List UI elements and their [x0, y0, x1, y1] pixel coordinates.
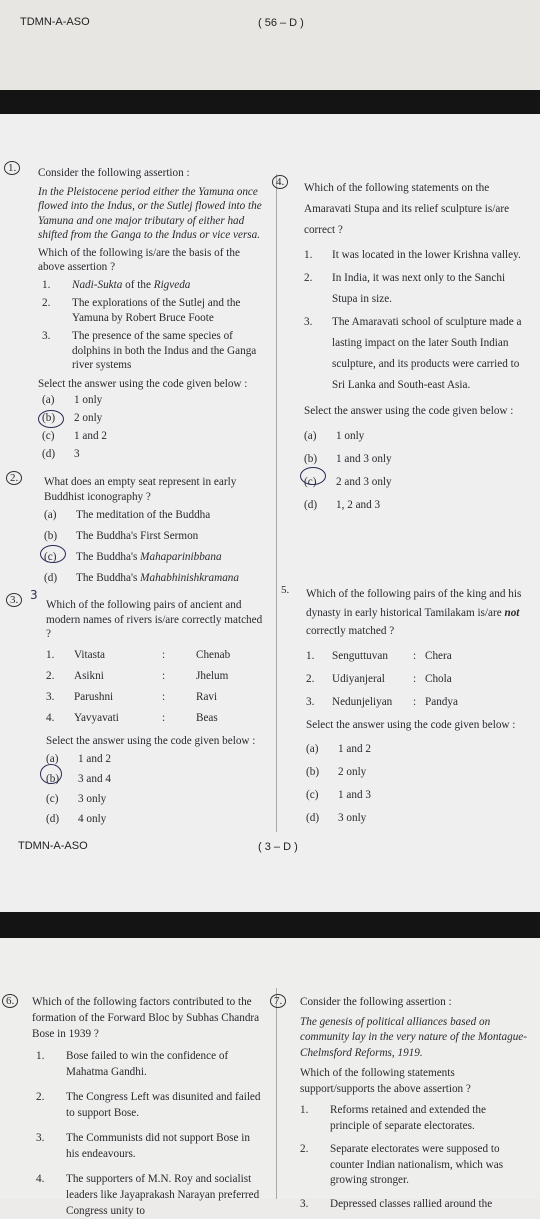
page-gap-band [0, 912, 540, 938]
q3-option-d[interactable]: (d) 4 only [46, 813, 107, 825]
q4-item-1: 1. It was located in the lower Krishna valley. [304, 249, 521, 261]
q5-pair-3: 3. Nedunjeliyan : Pandya [306, 695, 458, 708]
question-7-number: 7. [270, 994, 286, 1008]
q6-item-1: 1. Bose failed to win the confidence of Mahatma Gandhi. [36, 1050, 229, 1078]
q6-item-2: 2. The Congress Left was disunited and failed to support Bose. [36, 1091, 261, 1119]
q5-option-d[interactable]: (d) 3 only [306, 812, 367, 824]
top-page-number: ( 56 – D ) [258, 17, 304, 29]
question-7 [300, 995, 528, 1212]
q5-pair-1: 1. Senguttuvan : Chera [306, 649, 452, 662]
footer-page-code: TDMN-A-ASO [18, 840, 88, 852]
q5-option-a[interactable]: (a) 1 and 2 [306, 743, 371, 755]
q2-option-d[interactable]: (d) The Buddha's Mahabhinishkramana [44, 572, 239, 584]
q4-select: Select the answer using the code given below : [304, 405, 514, 417]
q1-select: Select the answer using the code given below : [38, 377, 248, 390]
q1-option-d[interactable]: (d) 3 [42, 448, 80, 460]
q2-option-b[interactable]: (b) The Buddha's First Sermon [44, 530, 199, 542]
question-3 [46, 598, 268, 832]
q1-item-2: 2. The explorations of the Sutlej and the Yamuna by Robert Bruce Foote [42, 297, 241, 324]
footer-page-number: ( 3 – D ) [258, 841, 298, 853]
q3-pair-2: 2. Asikni : Jhelum [46, 669, 229, 682]
question-5 [306, 585, 528, 832]
question-1-number: 1. [4, 161, 20, 175]
column-divider-next [276, 988, 277, 1199]
q5-select: Select the answer using the code given below : [306, 718, 516, 731]
q4-question: Which of the following statements on the Amaravati Stupa and its relief sculpture is/are correct ? [304, 182, 510, 236]
q7-item-1: 1. Reforms retained and extended the principle of separate electorates. [300, 1104, 486, 1132]
q4-item-3: 3. The Amaravati school of sculpture made a lasting impact on the later South Indian sculpture, and its products were carried to Sri Lanka and South-east Asia. [304, 316, 522, 391]
q3-select: Select the answer using the code given below : [46, 734, 256, 747]
q3-pair-3: 3. Parushni : Ravi [46, 690, 218, 703]
q7-question: Which of the following statements support/supports the above assertion ? [300, 1067, 471, 1095]
question-6-number: 6. [2, 994, 18, 1008]
q1-option-c[interactable]: (c) 1 and 2 [42, 430, 107, 442]
q4-option-d[interactable]: (d) 1, 2 and 3 [304, 499, 381, 511]
column-divider-bottom [276, 586, 277, 832]
q3-question: Which of the following pairs of ancient and modern names of rivers is/are correctly matched ? [46, 599, 263, 640]
q3-pair-1: 1. Vitasta : Chenab [46, 648, 231, 661]
page-gap-band [0, 90, 540, 114]
q3-handwritten-number: 3 [30, 588, 38, 602]
question-2-number: 2. [6, 471, 22, 485]
q2-option-c[interactable]: (c) The Buddha's Mahaparinibbana [44, 551, 222, 563]
q3-option-a[interactable]: (a) 1 and 2 [46, 753, 111, 765]
q3-option-c[interactable]: (c) 3 only [46, 793, 107, 805]
q4-option-b[interactable]: (b) 1 and 3 only [304, 453, 392, 465]
question-2 [44, 475, 268, 592]
question-4 [304, 178, 526, 518]
q1-item-1: 1. Nadi-Sukta of the Rigveda [42, 278, 191, 291]
question-3-number: 3. [6, 593, 22, 607]
q2-option-a[interactable]: (a) The meditation of the Buddha [44, 509, 211, 521]
q5-option-c[interactable]: (c) 1 and 3 [306, 789, 371, 801]
q5-option-b[interactable]: (b) 2 only [306, 766, 367, 778]
next-page-fragment [0, 938, 540, 1217]
q7-assertion: The genesis of political alliances based on community lay in the very nature of the Montague-Chelmsford Reforms, 1919. [300, 1015, 527, 1059]
q1-option-a[interactable]: (a) 1 only [42, 394, 103, 406]
q4-option-a[interactable]: (a) 1 only [304, 430, 365, 442]
q6-item-4: 4. The supporters of M.N. Roy and socialist leaders like Jayaprakash Narayan preferred Congress unity to [36, 1173, 260, 1217]
q3-pair-4: 4. Yavyavati : Beas [46, 711, 218, 724]
previous-page-fragment [0, 0, 540, 90]
question-5-number: 5. [281, 584, 290, 596]
q5-question: Which of the following pairs of the king and his dynasty in early historical Tamilakam is/are not correctly matched ? [306, 588, 522, 637]
q6-question: Which of the following factors contributed to the formation of the Forward Bloc by Subhas Chandra Bose in 1939 ? [32, 996, 260, 1040]
exam-page-3 [0, 114, 540, 912]
q1-intro: Consider the following assertion : [38, 167, 190, 179]
q1-question: Which of the following is/are the basis of the above assertion ? [38, 246, 240, 273]
question-1 [38, 166, 266, 465]
q4-option-c[interactable]: (c) 2 and 3 only [304, 476, 392, 488]
question-6 [32, 994, 264, 1219]
q7-item-3: 3. Depressed classes rallied around the [300, 1197, 493, 1210]
q7-item-2: 2. Separate electorates were supposed to counter Indian nationalism, which was growing stronger. [300, 1143, 504, 1186]
q7-intro: Consider the following assertion : [300, 996, 452, 1008]
q3-option-b[interactable]: (b) 3 and 4 [46, 773, 111, 785]
q5-pair-2: 2. Udiyanjeral : Chola [306, 672, 452, 685]
q4-item-2: 2. In India, it was next only to the Sanchi Stupa in size. [304, 272, 506, 305]
q2-question: What does an empty seat represent in early Buddhist iconography ? [44, 476, 237, 503]
q6-item-3: 3. The Communists did not support Bose in his endeavours. [36, 1132, 250, 1160]
q3-pairs [46, 648, 268, 732]
q5-pairs [306, 647, 528, 716]
question-4-number: 4. [272, 175, 288, 189]
q1-assertion: In the Pleistocene period either the Yamuna once flowed into the Indus, or the Sutlej flowed into the Yamuna and one major tributary of either had shifted from the Ganga to the Indus or vice versa. [38, 185, 262, 241]
q1-item-3: 3. The presence of the same species of dolphins in both the Indus and the Ganga river systems [42, 330, 257, 371]
q1-option-b[interactable]: (b) 2 only [42, 412, 103, 424]
top-page-code: TDMN-A-ASO [20, 16, 90, 28]
